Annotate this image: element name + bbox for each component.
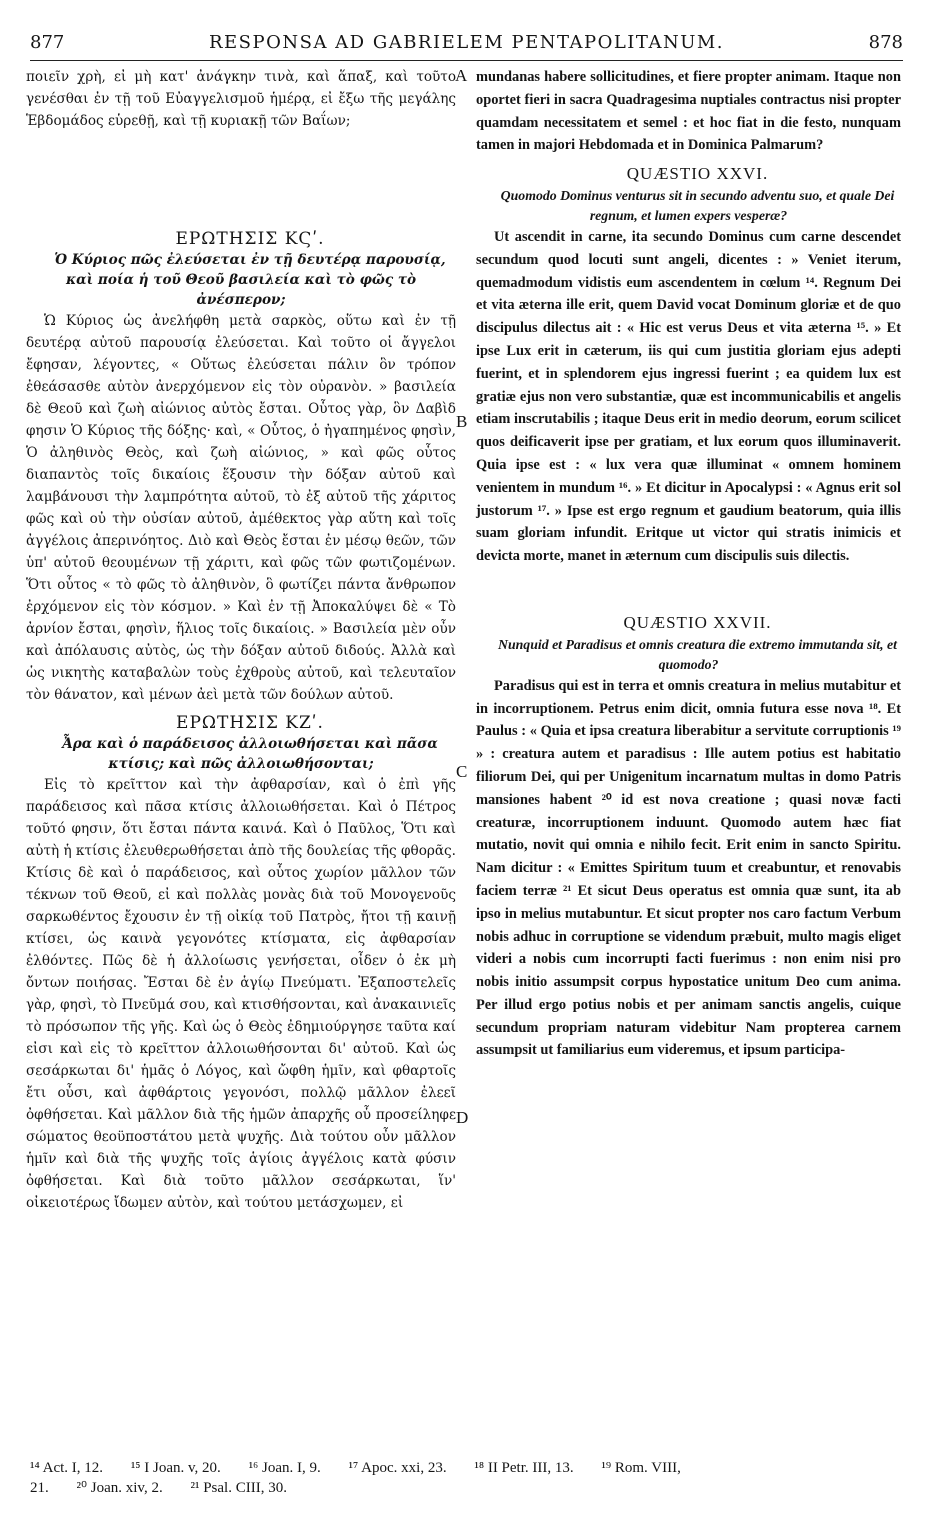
greek-q27-heading: ΕΡΩΤΗΣΙΣ ΚΖʹ.	[176, 713, 324, 733]
footnote-16: ¹⁶ Joan. I, 9.	[248, 1460, 321, 1476]
margin-marker-c: C	[456, 762, 468, 781]
footnote-18: ¹⁸ II Petr. III, 13.	[474, 1460, 574, 1476]
page-number-right: 878	[868, 32, 903, 53]
footnote-14: ¹⁴ Act. I, 12.	[30, 1460, 104, 1476]
margin-marker-a: A	[455, 66, 468, 85]
footnote-20: ²⁰ Joan. xiv, 2.	[76, 1480, 163, 1496]
greek-q27-answer: Εἰς τὸ κρεῖττον καὶ τὴν ἀφθαρσίαν, καὶ ὁ ἐπὶ γῆς παράδεισος καὶ πᾶσα κτίσις ἀλλοιωθήσεται. Καὶ ὁ Πέτρος τοῦτό φησιν, ὅτι ἔσται πάντα καινά. Καὶ ὁ Παῦλος, Ὅτι καὶ αὐτὴ ἡ κτίσις ἐλευθερωθήσεται ἀπὸ τῆς δουλείας τῆς φθορᾶς. Κτίσις δὲ καὶ ὁ παράδεισος, καὶ οὗτος χωρίον μᾶλλον τῶν τέκνων τοῦ Θεοῦ, εἰ καὶ πολλὰς μονὰς διὰ τοῦ Μονογενοῦς σαρκωθέντος ἔχουσιν ἐν τῇ οἰκίᾳ τοῦ Πατρὸς, ἤτοι τῇ καινῇ κτίσει, ὡς καινὰ γεγονότες κτίσματα, εἰς ἀφθαρσίαν ἐλθόντες. Πῶς δὲ ἡ ἀλλοίωσις γενήσεται, οἶδεν ὁ ἐκ μὴ ὄντων ποιήσας. Ἔσται δὲ ἐν ἁγίῳ Πνεύματι. Ἐξαποστελεῖς γὰρ, φησὶ, τὸ Πνεῦμά σου, καὶ κτισθήσονται, καὶ ἀνακαινιεῖς τὸ πρόσωπον τῆς γῆς. Καὶ ὡς ὁ Θεὸς ἐδημιούργησε ταῦτα καί εἰσι καὶ εἰς τὸ κρεῖττον ἀλλοιωθήσονται δι' αὐτοῦ. Καὶ ὡς σεσάρκωται δι' ἡμᾶς ὁ Λόγος, καὶ ὤφθη ἡμῖν, καὶ φθαρτοῖς ἔτι οὖσι, καὶ ἀφθάρτοις γεγονόσι, πολλῷ μᾶλλον ἐλεεῖ ὀφθήσεται. Καὶ μᾶλλον διὰ τῆς ἡμῶν ἀπαρχῆς οὗ προσείληφε σώματος θεοϋποστάτου μετὰ ψυχῆς. Διὰ τούτου οὖν μᾶλλον ἡμῖν καὶ διὰ τῆς ψυχῆς τοῖς ἁγίοις ἀγγέλοις κατὰ φύσιν ὀφθήσεται. Καὶ διὰ τοῦτο μᾶλλον σεσάρκωται, ἵν' οἰκειοτέρως ἴδωμεν αὐτὸν, καὶ τούτου μετάσχωμεν, εἰ	[26, 777, 456, 1211]
latin-q26-question: Quomodo Dominus venturus sit in secundo adventu suo, et quale Dei regnum, et lumen expers vesperæ?	[500, 187, 895, 223]
greek-q27-question: Ἆρα καὶ ὁ παράδεισος ἀλλοιωθήσεται καὶ πᾶσα κτίσις; καὶ πῶς ἀλλοιωθήσονται;	[62, 736, 438, 772]
footnote-row	[30, 1478, 903, 1498]
latin-q26-answer: Ut ascendit in carne, ita secundo Dominus cum carne descendet secundum quod locuti sunt angeli, dicentes : » Veniet iterum, quemadmodum vidistis eum ascendentem in cœlum ¹⁴. Regnum Dei et vita æterna ille erit, quem David vocat Dominum gloriæ et de quo discipulus dilectus ait : « Hic est verus Deus et vita æterna ¹⁵. » Et ipse Lux erit in cæterum, iis qui cum justitia gloriam ejus adepti fuerint, et in splendorem ejus ingressi fuerint ; ea quidem lux est gratiæ ejus non vero substantiæ, quæ est incommunicabilis et angelis etiam inscrutabilis ; itaque Deus erit in medio deorum, eorum scilicet quos deificaverit ipse per gratiam, et lux eorum quos illuminaverit. Quia ipse est : « lux vera quæ illuminat « omnem hominem venientem in mundum ¹⁶. » Et dicitur in Apocalypsi : « Agnus erit sol justorum ¹⁷. » Ipse est ergo regnum et gaudium beatorum, quia illis suam gloriam infundit. Eritque ut victor qui stratis inimicis et devicta morte, manet in æternum cum discipulis suis dilectis.	[476, 228, 901, 565]
running-title: RESPONSA AD GABRIELEM PENTAPOLITANUM.	[208, 32, 725, 53]
latin-q27-answer: Paradisus qui est in terra et omnis creatura in melius mutabitur et in incorruptionem. Petrus enim dicit, omnia futura esse nova ¹⁸. Et Paulus : « Quia et ipsa creatura liberabitur a servitute corruptionis ¹⁹ » : creatura autem et paradisus : Ille autem potius est habitatio filiorum Dei, qui per Unigenitum incarnatum multas in domo Patris mansiones habent ²⁰ id est nova creatione ; quasi novæ facti creaturæ, incorruptionem induunt. Quomodo autem hæc fiat mutatio, novit qui omnia e nihilo fecit. Erit enim in sancto Spiritu. Nam dicitur : « Emittes Spiritum tuum et creabuntur, et renovabis faciem terræ ²¹ Et sicut Deus operatus est omnia quæ sunt, ita ab ipso in melius mutabuntur. Et sicut propter nos caro factum Verbum nobis adhuc in corruptione se videndum præbuit, multo magis eliget videri a nobis cum incorrupti facti fuerimus : non enim nisi pro nobis initio assumpsit corpus hypostatice unitum Deo cum anima. Per illud ergo potius nobis et per animam sanctis angelis, cuique secundum propriam naturam videbitur Nam propterea carnem assumpsit ut familiarius eum videremus, et ipsum participa-	[476, 677, 901, 1059]
footnote-17: ¹⁷ Apoc. xxi, 23.	[348, 1460, 447, 1476]
greek-column	[26, 66, 456, 1214]
greek-q26-heading: ΕΡΩΤΗΣΙΣ ΚϚʹ.	[175, 229, 325, 249]
footnote-row	[30, 1458, 903, 1478]
latin-intro-text: mundanas habere sollicitudines, et fiere propter animam. Itaque non oportet fieri in sacra Quadragesima nuptiales contractus nisi propter quamdam necessitatem et semel : et hoc fiat in die festo, nunquam tamen in majori Hebdomada et in Dominica Palmarum?	[476, 69, 901, 154]
greek-q26-question: Ὁ Κύριος πῶς ἐλεύσεται ἐν τῇ δευτέρᾳ παρουσίᾳ, καὶ ποία ἡ τοῦ Θεοῦ βασιλεία καὶ τὸ φῶς τὸ ἀνέσπερον;	[54, 252, 446, 308]
footnotes	[30, 1458, 903, 1498]
margin-marker-d: D	[456, 1108, 469, 1127]
page-number-left: 877	[30, 32, 65, 53]
latin-q26-heading: QUÆSTIO XXVI.	[626, 164, 769, 184]
latin-column	[476, 66, 901, 1062]
spacer	[26, 132, 456, 228]
footnote-19-cont: 21.	[30, 1480, 49, 1496]
spacer	[476, 568, 901, 612]
greek-intro-text: ποιεῖν χρὴ, εἰ μὴ κατ' ἀνάγκην τινὰ, καὶ ἅπαξ, καὶ τοῦτο γενέσθαι ἐν τῇ τοῦ Εὐαγγελισμοῦ ἡμέρᾳ, εἰ ἔξω τῆς μεγάλης Ἑβδομάδος εὑρεθῇ, καὶ τῇ κυριακῇ τῶν Βαΐων;	[26, 69, 456, 129]
footnote-15: ¹⁵ I Joan. v, 20.	[130, 1460, 221, 1476]
footnote-21: ²¹ Psal. CIII, 30.	[190, 1480, 287, 1496]
latin-q27-question: Nunquid et Paradisus et omnis creatura die extremo immutanda sit, et quomodo?	[498, 636, 897, 672]
latin-q27-heading: QUÆSTIO XXVII.	[623, 612, 772, 632]
footnote-19: ¹⁹ Rom. VIII,	[601, 1460, 681, 1476]
running-header	[30, 28, 903, 61]
greek-q26-answer: Ὡ Κύριος ὡς ἀνελήφθη μετὰ σαρκὸς, οὕτω καὶ ἐν τῇ δευτέρᾳ αὐτοῦ παρουσίᾳ ἐλεύσεται. Καὶ τοῦτο οἱ ἄγγελοι ἔφησαν, λέγοντες, « Οὕτως ἐλεύσεται πάλιν ὃν τρόπον ἐθεάσασθε αὐτὸν ἀνερχόμενον εἰς τὸν οὐρανὸν. » βασιλεία δὲ Θεοῦ καὶ ζωὴ αἰώνιος αὐτὸς ἔσται. Οὗτος γὰρ, ὃν Δαβὶδ φησιν Ὁ Κύριος τῆς δόξης· καὶ, « Οὗτος, ὁ ἠγαπημένος φησὶν, Ὁ ἀληθινὸς Θεὸς, καὶ ζωὴ αἰώνιος, » καὶ φῶς οὗτος διαπαντὸς τοῖς δικαίοις ἕξουσιν τὴν δόξαν αὐτοῦ καὶ λαμβάνουσι τὴν λαμπρότητα αὐτοῦ, τὸ ἐξ αὐτοῦ τῆς χάριτος φῶς καὶ οὐ τὴν οὐσίαν αὐτοῦ, ἀμέθεκτος γὰρ αὕτη καὶ τοῖς ἀγγέλοις ἀπερινόητος. Διὸ καὶ Θεὸς ἔσται ἐν μέσῳ θεῶν, τῶν ὑπ' αὐτοῦ θεουμένων τῇ χάριτι, καὶ φῶς τῶν φωτιζομένων. Ὅτι οὗτος « τὸ φῶς τὸ ἀληθινὸν, ὃ φωτίζει πάντα ἄνθρωπον ἐρχόμενον εἰς τὸν κόσμον. » Καὶ ἐν τῇ Ἀποκαλύψει δὲ « Τὸ ἀρνίον ἔσται, φησὶν, ἥλιος τοῖς δικαίοις. » Βασιλεία μὲν οὖν καὶ ἀπόλαυσις αὐτὸς, ὡς τὴν δόξαν αὐτοῦ διδούς. Ἀλλὰ καὶ ὡς νικητὴς καταβαλὼν τοὺς ἐχθροὺς αὐτοῦ, καὶ τελευταῖον τὸν θάνατον, καὶ μένων ἀεὶ μετὰ τῶν δούλων αὐτοῦ.	[26, 313, 456, 703]
margin-marker-b: B	[456, 412, 468, 431]
